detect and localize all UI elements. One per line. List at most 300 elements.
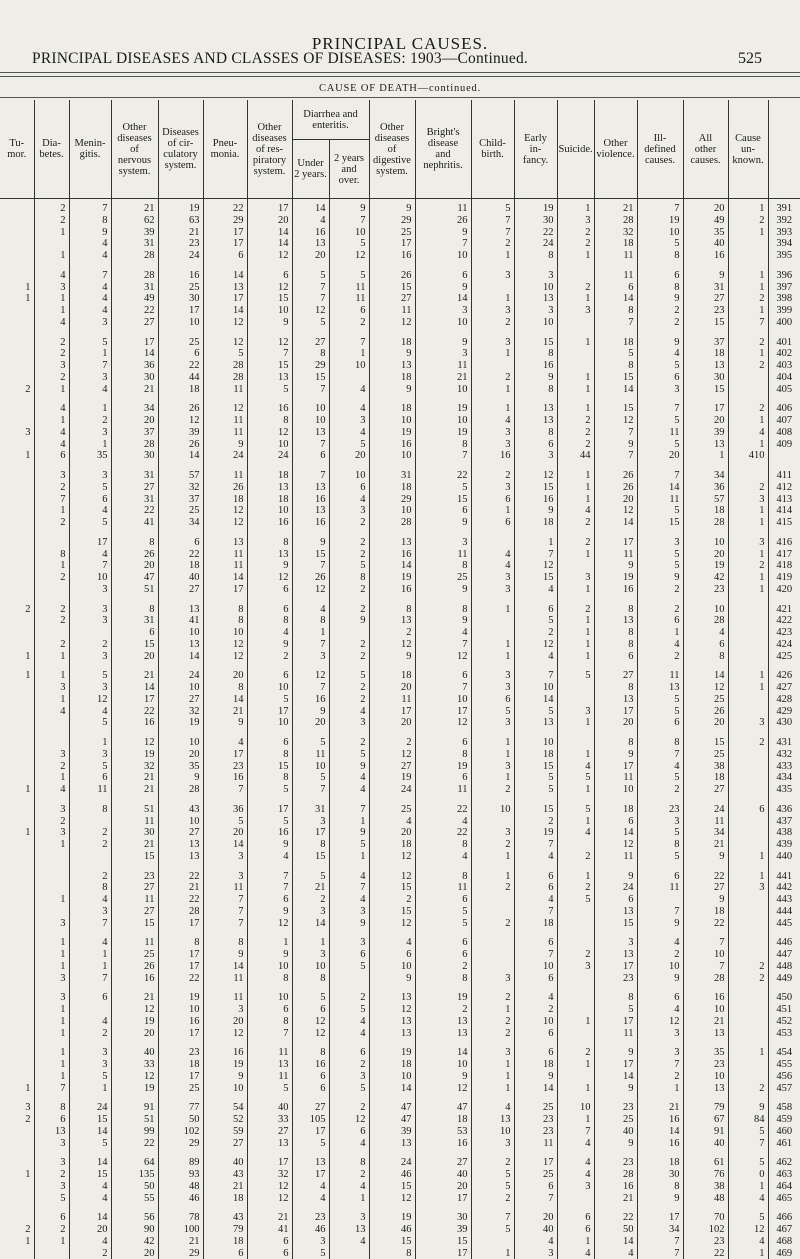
table-cell: 427 [768,682,800,694]
table-cell: 1 [292,937,329,949]
table-cell: 30 [514,215,557,227]
table-cell: 1 [69,439,111,451]
table-cell [557,918,594,930]
table-cell: 17 [594,961,637,973]
table-cell: 1 [557,203,594,215]
table-row [0,827,800,839]
table-cell: 1 [471,651,514,663]
table-cell: 12 [203,1028,247,1040]
table-cell: 398 [768,293,800,305]
table-cell: 18 [514,517,557,529]
table-cell: 7 [329,215,369,227]
table-cell: 2 [34,1169,69,1181]
table-cell: 4 [514,584,557,596]
table-cell: 16 [292,694,329,706]
table-cell [728,749,768,761]
table-cell: 10 [683,949,728,961]
table-cell: 4 [34,706,69,718]
table-cell: 438 [768,827,800,839]
table-cell: 20 [111,560,158,572]
table-cell: 34 [683,470,728,482]
table-cell: 3 [637,1047,683,1059]
table-cell: 6 [415,505,471,517]
table-cell: 24 [247,450,292,462]
table-cell: 1 [728,1248,768,1259]
table-cell: 9 [514,505,557,517]
table-cell [0,415,34,427]
table-cell: 12 [203,505,247,517]
table-cell: 54 [203,1102,247,1114]
table-cell: 3 [471,682,514,694]
table-cell: 7 [69,360,111,372]
table-cell: 3 [203,851,247,863]
table-cell: 1 [34,1059,69,1071]
table-cell: 5 [637,360,683,372]
table-cell: 21 [637,1102,683,1114]
table-cell: 4 [247,627,292,639]
table-cell: 30 [111,450,158,462]
table-cell: 7 [728,1138,768,1150]
col-header-1: Dia- betes. [34,100,69,199]
table-cell: 466 [768,1212,800,1224]
table-cell [557,1028,594,1040]
table-cell: 8 [637,250,683,262]
table-row [0,973,800,985]
table-cell: 2 [514,627,557,639]
table-cell: 1 [34,670,69,682]
table-cell: 5 [637,238,683,250]
table-cell: 4 [329,871,369,883]
table-cell: 7 [637,749,683,761]
table-cell: 5 [594,348,637,360]
table-cell: 6 [594,651,637,663]
table-cell [0,615,34,627]
table-cell: 7 [247,1028,292,1040]
table-cell: 24 [158,670,203,682]
col-header-8: 2 years and over. [329,140,369,199]
table-cell: 6 [34,450,69,462]
table-cell: 17 [111,337,158,349]
table-cell: 12 [292,1016,329,1028]
table-cell [728,894,768,906]
table-cell: 9 [292,537,329,549]
table-cell: 16 [594,1181,637,1193]
table-cell: 11 [683,816,728,828]
table-cell: 1 [34,961,69,973]
table-cell: 57 [158,470,203,482]
table-cell [329,372,369,384]
table-cell: 424 [768,639,800,651]
table-cell: 36 [683,482,728,494]
table-cell: 2 [557,227,594,239]
table-cell: 23 [514,1114,557,1126]
table-cell [0,639,34,651]
table-cell: 42 [683,572,728,584]
table-cell: 1 [34,839,69,851]
table-cell: 441 [768,871,800,883]
table-cell: 29 [369,215,415,227]
table-cell: 23 [594,1102,637,1114]
table-cell: 4 [471,415,514,427]
table-cell [0,517,34,529]
table-cell: 1 [69,348,111,360]
table-cell: 6 [329,482,369,494]
table-cell: 17 [683,403,728,415]
table-cell: 33 [247,1114,292,1126]
table-cell: 13 [683,360,728,372]
table-cell: 11 [203,882,247,894]
table-cell: 8 [683,651,728,663]
table-cell: 395 [768,250,800,262]
table-cell: 23 [683,584,728,596]
table-cell: 15 [683,317,728,329]
table-cell: 4 [514,894,557,906]
table-cell: 2 [557,949,594,961]
table-cell: 23 [594,1157,637,1169]
table-cell: 22 [111,505,158,517]
table-cell: 12 [329,250,369,262]
table-cell: 1 [247,937,292,949]
col-header-5: Pneu- monia. [203,100,247,199]
table-cell: 24 [369,1157,415,1169]
table-cell [557,317,594,329]
table-cell: 5 [514,784,557,796]
table-cell: 7 [514,670,557,682]
table-cell: 5 [557,804,594,816]
table-cell: 399 [768,305,800,317]
table-cell: 1 [728,1047,768,1059]
table-cell [471,949,514,961]
table-cell: 9 [514,1071,557,1083]
table-cell: 48 [683,1193,728,1205]
table-cell: 13 [158,639,203,651]
table-cell: 2 [471,992,514,1004]
table-cell: 22 [111,706,158,718]
table-cell: 2 [637,604,683,616]
table-cell: 3 [557,1181,594,1193]
table-cell: 31 [683,282,728,294]
table-cell [557,560,594,572]
table-cell: 410 [728,450,768,462]
table-cell: 49 [683,215,728,227]
table-cell: 10 [247,439,292,451]
table-cell: 12 [203,317,247,329]
table-cell: 9 [329,827,369,839]
table-cell: 26 [292,572,329,584]
table-cell: 10 [637,227,683,239]
table-cell: 20 [203,1016,247,1028]
table-cell: 13 [514,403,557,415]
table-cell: 21 [111,670,158,682]
table-cell: 26 [158,439,203,451]
table-cell: 15 [247,293,292,305]
table-cell: 4 [514,651,557,663]
table-cell: 458 [768,1102,800,1114]
table-cell: 1 [34,505,69,517]
cause-of-death-table [0,100,800,1259]
col-header-13: Suicide. [557,100,594,199]
table-cell [728,784,768,796]
table-cell: 5 [637,560,683,572]
table-cell: 11 [637,882,683,894]
table-row [0,584,800,596]
table-cell: 43 [158,804,203,816]
table-cell: 22 [111,305,158,317]
table-cell: 6 [203,1248,247,1259]
table-cell: 4 [471,560,514,572]
table-cell: 4 [203,737,247,749]
table-cell: 1 [34,1004,69,1016]
table-cell: 7 [203,918,247,930]
table-cell: 13 [158,851,203,863]
table-cell [728,372,768,384]
table-cell: 4 [329,1016,369,1028]
table-cell [728,250,768,262]
table-cell: 12 [292,305,329,317]
table-cell: 1 [557,717,594,729]
table-cell: 10 [292,761,329,773]
table-cell: 39 [683,427,728,439]
table-cell: 1 [557,1016,594,1028]
table-cell: 7 [594,317,637,329]
table-cell: 396 [768,270,800,282]
table-cell: 8 [203,615,247,627]
table-cell: 3 [69,604,111,616]
table-cell: 3 [292,651,329,663]
table-cell: 413 [768,494,800,506]
table-cell: 2 [557,604,594,616]
table-cell: 1 [471,772,514,784]
table-row [0,282,800,294]
table-cell: 1 [557,651,594,663]
table-cell: 15 [369,882,415,894]
table-cell: 432 [768,749,800,761]
table-cell [0,1212,34,1224]
table-cell [329,627,369,639]
table-cell: 40 [514,1224,557,1236]
table-cell: 5 [292,317,329,329]
table-cell: 444 [768,906,800,918]
col-header-9: Other diseases of digestive system. [369,100,415,199]
table-cell: 42 [111,1236,158,1248]
table-cell: 7 [594,450,637,462]
table-cell: 50 [111,1181,158,1193]
table-row [0,882,800,894]
table-cell: 21 [247,1212,292,1224]
table-cell: 18 [247,470,292,482]
table-cell: 4 [557,1169,594,1181]
table-cell: 39 [111,227,158,239]
table-row [0,293,800,305]
table-cell: 6 [637,992,683,1004]
table-cell: 1 [329,816,369,828]
table-cell: 467 [768,1224,800,1236]
table-cell: 16 [683,992,728,1004]
table-cell: 6 [247,737,292,749]
table-cell: 430 [768,717,800,729]
table-cell: 402 [768,348,800,360]
table-cell: 21 [203,706,247,718]
table-cell: 20 [158,749,203,761]
table-row [0,651,800,663]
table-cell: 24 [203,450,247,462]
table-cell: 36 [111,360,158,372]
table-cell: 1 [34,1028,69,1040]
table-cell [0,906,34,918]
table-cell [0,1059,34,1071]
table-cell: 8 [329,1157,369,1169]
table-cell: 1 [683,450,728,462]
table-cell: 13 [247,482,292,494]
table-cell: 30 [111,827,158,839]
table-cell: 5 [329,238,369,250]
table-cell: 2 [34,572,69,584]
table-cell: 2 [34,761,69,773]
table-cell: 10 [369,415,415,427]
table-cell: 25 [369,804,415,816]
table-cell: 12 [111,1071,158,1083]
table-cell: 12 [369,639,415,651]
table-cell: 6 [415,737,471,749]
table-cell: 6 [557,1224,594,1236]
table-cell: 24 [594,882,637,894]
table-cell: 12 [69,694,111,706]
table-cell: 1 [471,1004,514,1016]
table-cell: 1 [557,1059,594,1071]
table-cell: 37 [111,427,158,439]
table-cell: 3 [637,1028,683,1040]
table-cell: 1 [34,937,69,949]
table-cell: 12 [594,505,637,517]
table-row [0,227,800,239]
table-row [0,250,800,262]
table-cell: 11 [415,360,471,372]
table-cell: 11 [637,427,683,439]
table-cell [728,816,768,828]
table-cell: 16 [594,584,637,596]
table-cell: 18 [683,772,728,784]
table-cell: 23 [683,305,728,317]
table-cell: 2 [557,282,594,294]
table-cell: 5 [329,1004,369,1016]
table-cell [0,1248,34,1259]
table-cell: 2 [637,305,683,317]
table-cell: 9 [158,772,203,784]
table-cell: 13 [369,1016,415,1028]
table-cell: 2 [557,415,594,427]
table-cell [0,882,34,894]
table-cell: 31 [111,615,158,627]
table-cell: 13 [369,360,415,372]
table-cell: 3 [471,761,514,773]
table-cell [557,973,594,985]
table-cell: 17 [247,706,292,718]
table-cell: 22 [683,1248,728,1259]
table-cell: 17 [594,1059,637,1071]
table-cell: 17 [111,694,158,706]
table-cell: 1 [0,1083,34,1095]
table-cell: 25 [415,572,471,584]
table-cell: 469 [768,1248,800,1259]
table-cell: 5 [203,348,247,360]
table-cell: 25 [158,1083,203,1095]
table-cell: 5 [247,816,292,828]
table-cell: 18 [594,804,637,816]
table-cell: 435 [768,784,800,796]
table-cell: 18 [203,1193,247,1205]
table-cell: 4 [369,816,415,828]
table-row [0,737,800,749]
table-cell: 16 [203,1047,247,1059]
table-cell [69,816,111,828]
table-cell: 9 [203,439,247,451]
table-cell: 4 [728,1193,768,1205]
table-cell [0,1071,34,1083]
table-cell: 28 [683,517,728,529]
table-cell: 5 [471,1224,514,1236]
table-cell: 2 [34,517,69,529]
table-cell: 11 [203,973,247,985]
table-cell: 8 [594,360,637,372]
table-cell: 40 [111,1047,158,1059]
table-cell: 4 [69,238,111,250]
table-cell: 1 [0,293,34,305]
table-cell: 446 [768,937,800,949]
table-cell: 1 [0,784,34,796]
table-cell [0,706,34,718]
table-cell: 13 [369,537,415,549]
table-cell: 2 [329,737,369,749]
table-cell: 19 [415,403,471,415]
table-cell: 7 [637,1236,683,1248]
table-cell: 5 [329,270,369,282]
table-cell: 8 [637,737,683,749]
table-cell: 9 [415,584,471,596]
table-cell: 1 [471,293,514,305]
table-cell: 13 [158,839,203,851]
table-cell: 21 [683,839,728,851]
table-cell: 48 [158,1181,203,1193]
table-cell: 16 [111,717,158,729]
table-row [0,784,800,796]
table-cell: 25 [158,505,203,517]
table-cell: 4 [292,1181,329,1193]
table-cell [0,584,34,596]
table-cell: 6 [329,949,369,961]
table-cell: 14 [203,961,247,973]
table-cell: 38 [683,761,728,773]
table-cell: 2 [369,737,415,749]
table-row [0,1114,800,1126]
table-cell: 19 [369,1047,415,1059]
table-cell: 3 [471,572,514,584]
table-cell: 2 [471,918,514,930]
table-cell: 4 [247,851,292,863]
table-cell: 3 [34,1181,69,1193]
table-cell: 12 [247,427,292,439]
table-cell: 26 [111,961,158,973]
table-cell [0,482,34,494]
table-cell: 7 [292,639,329,651]
table-cell: 2 [557,882,594,894]
table-cell: 20 [369,827,415,839]
table-cell: 135 [111,1169,158,1181]
table-cell: 6 [514,973,557,985]
table-cell: 12 [637,1016,683,1028]
table-cell: 8 [369,604,415,616]
table-cell: 6 [329,1047,369,1059]
table-cell: 30 [637,1169,683,1181]
